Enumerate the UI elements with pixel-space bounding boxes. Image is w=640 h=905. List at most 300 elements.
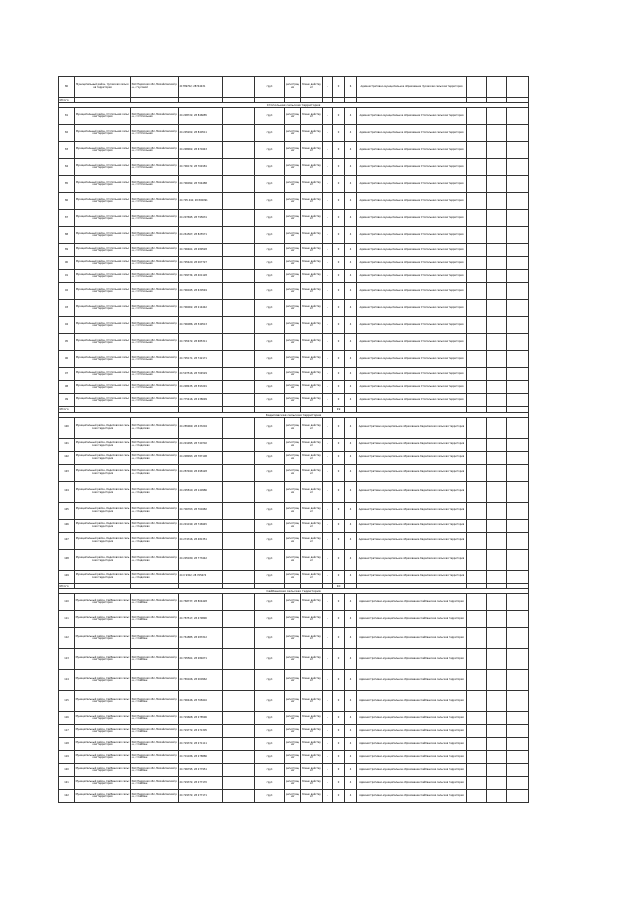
row-blank-1	[223, 464, 255, 481]
table-row	[59, 712, 529, 725]
row-note: Административно-муниципальное образование Стопольная сельская территория	[357, 159, 467, 176]
row-blank-3	[487, 649, 507, 670]
row-blank-3	[487, 351, 507, 368]
row-blank-3	[487, 368, 507, 381]
row-col-b: 0	[333, 210, 345, 227]
row-number: 115	[59, 691, 75, 712]
row-blank-3	[487, 283, 507, 300]
row-address: ЗАО Пермская обл, Михайловский р-н, с Сайбаш	[131, 751, 179, 764]
row-license: регистрация	[285, 549, 301, 570]
row-col-c: 4	[345, 142, 357, 159]
row-kind: груп	[255, 738, 285, 751]
row-number: 81	[59, 108, 75, 125]
table-row	[59, 317, 529, 334]
row-blank-2	[467, 257, 487, 270]
row-blank-1	[223, 438, 255, 451]
row-address: ЗАО Пермская обл, Михайловский р-н, с Кадилово	[131, 417, 179, 438]
row-address: ЗАО Пермская обл, Михайловский р-н, с Стопольная	[131, 381, 179, 394]
row-col-c: 4	[345, 125, 357, 142]
row-kind: груп	[255, 159, 285, 176]
row-address: ЗАО Пермская обл, Михайловский р-н, с Стопольная	[131, 270, 179, 283]
row-note: Административно-муниципальное образование Стопольная сельская территория	[357, 227, 467, 244]
row-organization: Муниципальный район, Стопольная сельская территория	[75, 368, 131, 381]
row-note: Административно-муниципальное образование Стопольная сельская территория	[357, 108, 467, 125]
row-state: Бланк действует	[301, 738, 323, 751]
row-number: 89	[59, 244, 75, 257]
row-kind: груп	[255, 108, 285, 125]
row-col-c: 4	[345, 368, 357, 381]
row-number: 85	[59, 176, 75, 193]
row-kind: груп	[255, 244, 285, 257]
row-col-c: 4	[345, 738, 357, 751]
row-state: Бланк действует	[301, 125, 323, 142]
row-kind: груп	[255, 394, 285, 407]
row-blank-1	[223, 649, 255, 670]
row-blank-3	[487, 790, 507, 803]
row-blank-3	[487, 532, 507, 549]
table-row	[59, 438, 529, 451]
table-row	[59, 570, 529, 583]
row-number: 106	[59, 519, 75, 532]
row-blank-1	[223, 611, 255, 628]
row-blank-4	[507, 751, 529, 764]
row-license: регистрация	[285, 691, 301, 712]
row-blank-2	[467, 725, 487, 738]
table-row	[59, 764, 529, 777]
row-number: 121	[59, 777, 75, 790]
row-phone: 24 298435; 28 593291	[179, 381, 223, 394]
row-state: Бланк действует	[301, 317, 323, 334]
row-state: Бланк действует	[301, 764, 323, 777]
row-address: ЗАО Пермская обл, Михайловский р-н, с Стопольная	[131, 244, 179, 257]
row-organization: Муниципальный район, Стопольная сельская территория	[75, 193, 131, 210]
row-kind: груп	[255, 751, 285, 764]
registry-table	[58, 76, 529, 803]
row-address: ЗАО Пермская обл, Михайловский р-н, с Стопольная	[131, 159, 179, 176]
row-kind: груп	[255, 628, 285, 649]
row-note: Административно-муниципальное образование Стопольная сельская территория	[357, 142, 467, 159]
row-blank-1	[223, 176, 255, 193]
row-license: регистрация	[285, 210, 301, 227]
row-number: 119	[59, 751, 75, 764]
row-note: Административно-муниципальное образование Сайбашская сельская территория	[357, 628, 467, 649]
row-kind: груп	[255, 210, 285, 227]
row-phone: 24 795420; 28 007727	[179, 257, 223, 270]
table-row	[59, 193, 529, 210]
row-organization: Муниципальный район, Сайбашская сельская территория	[75, 751, 131, 764]
row-col-c: 4	[345, 570, 357, 583]
row-blank-2	[467, 670, 487, 691]
row-state: Бланк действует	[301, 519, 323, 532]
row-col-c: 4	[345, 417, 357, 438]
row-blank-1	[223, 738, 255, 751]
row-license: регистрация	[285, 611, 301, 628]
row-blank-3	[487, 738, 507, 751]
row-phone: 24 297695; 28 795631	[179, 210, 223, 227]
row-col-a: -	[323, 594, 333, 611]
row-col-b: 0	[333, 176, 345, 193]
row-blank-4	[507, 532, 529, 549]
row-blank-2	[467, 628, 487, 649]
row-address: ЗАО Пермская обл, Михайловский р-н, с Сайбаш	[131, 790, 179, 803]
row-organization: Муниципальный район, Стопольная сельская территория	[75, 394, 131, 407]
row-address: ЗАО Пермская обл, Михайловский р-н, с Стопольная	[131, 108, 179, 125]
row-note: Административно-муниципальное образование Сайбашская сельская территория	[357, 777, 467, 790]
row-blank-1	[223, 751, 255, 764]
row-blank-2	[467, 334, 487, 351]
row-number: 88	[59, 227, 75, 244]
row-blank-3	[487, 481, 507, 502]
row-phone: 24 295180; 28 773442	[179, 549, 223, 570]
row-address: ЗАО Пермская обл, Михайловский р-н, с Кадилово	[131, 502, 179, 519]
row-blank-3	[487, 176, 507, 193]
row-address: ЗАО Пермская обл, Михайловский р-н, с Кадилово	[131, 519, 179, 532]
table-row	[59, 334, 529, 351]
row-blank-4	[507, 210, 529, 227]
row-col-b: 0	[333, 712, 345, 725]
row-address: ЗАО Пермская обл, Михайловский р-н, с Кадилово	[131, 570, 179, 583]
row-blank-2	[467, 790, 487, 803]
row-number: 109	[59, 570, 75, 583]
row-organization: Муниципальный район, Кадиловская сельская территория	[75, 519, 131, 532]
row-phone: 24 761885; 28 283312	[179, 628, 223, 649]
table-row	[59, 159, 529, 176]
row-note: Административно-муниципальное образование Сайбашская сельская территория	[357, 764, 467, 777]
row-note: Административно-муниципальное образование Стопольная сельская территория	[357, 176, 467, 193]
row-blank-2	[467, 481, 487, 502]
row-col-b: 0	[333, 244, 345, 257]
registry-table-body	[59, 77, 529, 803]
row-blank-1	[223, 790, 255, 803]
row-blank-4	[507, 628, 529, 649]
row-col-c: 4	[345, 751, 357, 764]
row-state: Бланк действует	[301, 351, 323, 368]
table-row	[59, 300, 529, 317]
table-row	[59, 725, 529, 738]
row-blank-3	[487, 257, 507, 270]
row-address: ЗАО Пермская обл, Михайловский р-н, с Сайбаш	[131, 777, 179, 790]
row-license: регистрация	[285, 257, 301, 270]
row-blank-1	[223, 270, 255, 283]
row-address: ЗАО Пермская обл, Михайловский р-н, с Стопольная	[131, 351, 179, 368]
row-blank-4	[507, 351, 529, 368]
row-blank-4	[507, 244, 529, 257]
row-blank-4	[507, 77, 529, 98]
row-col-c: 4	[345, 670, 357, 691]
row-blank-2	[467, 283, 487, 300]
row-state: Бланк действует	[301, 283, 323, 300]
row-number: 116	[59, 712, 75, 725]
row-blank-2	[467, 317, 487, 334]
row-col-c: 6	[345, 77, 357, 98]
row-note: Административно-муниципальное образование Сайбашская сельская территория	[357, 611, 467, 628]
table-row	[59, 502, 529, 519]
row-col-c: 4	[345, 594, 357, 611]
row-phone: 24 287940; 28 498128	[179, 464, 223, 481]
row-phone: 24 796461; 28 289528	[179, 244, 223, 257]
row-col-a: -	[323, 417, 333, 438]
row-col-b: 0	[333, 725, 345, 738]
row-col-c: 4	[345, 227, 357, 244]
row-blank-1	[223, 628, 255, 649]
row-address: ЗАО Пермская обл, Михайловский р-н, с Сайбаш	[131, 764, 179, 777]
row-note: Административно-муниципальное образование Кадиловская сельская территория	[357, 481, 467, 502]
row-col-a: -	[323, 125, 333, 142]
row-blank-3	[487, 691, 507, 712]
row-phone: 24 796002; 28 214442	[179, 300, 223, 317]
row-organization: Муниципальный район, Стопольная сельская территория	[75, 125, 131, 142]
row-state: Бланк действует	[301, 438, 323, 451]
row-col-b: 0	[333, 451, 345, 464]
row-organization: Муниципальный район, Сайбашская сельская территория	[75, 594, 131, 611]
row-col-b: 0	[333, 649, 345, 670]
row-state: Бланк действует	[301, 712, 323, 725]
row-col-b: 0	[333, 628, 345, 649]
table-row	[59, 519, 529, 532]
table-row	[59, 108, 529, 125]
row-state: Бланк действует	[301, 210, 323, 227]
row-col-b: 0	[333, 691, 345, 712]
row-organization: Муниципальный район, Сайбашская сельская территория	[75, 764, 131, 777]
row-license: регистрация	[285, 317, 301, 334]
row-number: 86	[59, 193, 75, 210]
row-phone: 24 291199; 28 746945	[179, 519, 223, 532]
table-row	[59, 691, 529, 712]
row-col-b: 0	[333, 438, 345, 451]
row-state: Бланк действует	[301, 334, 323, 351]
row-blank-4	[507, 464, 529, 481]
row-col-c: 4	[345, 159, 357, 176]
row-note: Административно-муниципальное образование Стопольная сельская территория	[357, 334, 467, 351]
row-kind: груп	[255, 381, 285, 394]
row-phone: 24 799734; 28 401128	[179, 270, 223, 283]
row-organization: Муниципальный район, Сайбашская сельская территория	[75, 611, 131, 628]
row-number: 87	[59, 210, 75, 227]
row-blank-1	[223, 142, 255, 159]
row-col-c: 4	[345, 210, 357, 227]
row-col-a: -	[323, 464, 333, 481]
row-blank-2	[467, 751, 487, 764]
row-blank-1	[223, 159, 255, 176]
row-blank-4	[507, 594, 529, 611]
row-address: ЗАО Пермская обл, Михайловский р-н, с Кадилово	[131, 464, 179, 481]
row-blank-3	[487, 317, 507, 334]
row-blank-1	[223, 670, 255, 691]
row-col-c: 4	[345, 283, 357, 300]
row-blank-4	[507, 300, 529, 317]
row-address: ЗАО Пермская обл, Михайловский р-н, с Кадилово	[131, 532, 179, 549]
row-blank-4	[507, 611, 529, 628]
row-state: Бланк действует	[301, 777, 323, 790]
row-blank-2	[467, 712, 487, 725]
row-blank-1	[223, 549, 255, 570]
row-license: регистрация	[285, 777, 301, 790]
row-blank-4	[507, 738, 529, 751]
row-organization: Муниципальный район, Стопольная сельская территория	[75, 108, 131, 125]
row-blank-2	[467, 394, 487, 407]
row-kind: груп	[255, 519, 285, 532]
row-license: регистрация	[285, 751, 301, 764]
row-note: Административно-муниципальное образование Сайбашская сельская территория	[357, 649, 467, 670]
row-col-a: -	[323, 351, 333, 368]
row-blank-4	[507, 764, 529, 777]
row-blank-1	[223, 108, 255, 125]
row-blank-4	[507, 417, 529, 438]
row-blank-4	[507, 317, 529, 334]
row-blank-1	[223, 351, 255, 368]
table-row	[59, 227, 529, 244]
row-kind: груп	[255, 790, 285, 803]
row-address: ЗАО Пермская обл, Михайловский р-н, с Сайбаш	[131, 670, 179, 691]
row-organization: Муниципальный район, Сайбашская сельская территория	[75, 670, 131, 691]
row-state: Бланк действует	[301, 649, 323, 670]
row-blank-2	[467, 764, 487, 777]
row-col-c: 4	[345, 108, 357, 125]
row-note: Административно-муниципальное образование Стопольная сельская территория	[357, 270, 467, 283]
row-blank-2	[467, 108, 487, 125]
row-state: Бланк действует	[301, 77, 323, 98]
row-col-b: 0	[333, 464, 345, 481]
row-address: ЗАО Пермская обл, Михайловский р-н, с Стопольная	[131, 368, 179, 381]
row-organization: Муниципальный район, Стопольная сельская территория	[75, 351, 131, 368]
row-blank-2	[467, 417, 487, 438]
row-organization: Муниципальный район, Стопольная сельская территория	[75, 270, 131, 283]
row-license: регистрация	[285, 227, 301, 244]
row-number: 117	[59, 725, 75, 738]
row-kind: груп	[255, 334, 285, 351]
row-note: Административно-муниципальное образование Стопольная сельская территория	[357, 381, 467, 394]
table-row	[59, 611, 529, 628]
row-col-a: -	[323, 368, 333, 381]
row-blank-4	[507, 502, 529, 519]
row-note: Административно-муниципальное образование Стопольная сельская территория	[357, 210, 467, 227]
table-row	[59, 738, 529, 751]
row-address: ЗАО Пермская обл, Михайловский р-н, с Стопольная	[131, 125, 179, 142]
row-kind: груп	[255, 125, 285, 142]
row-col-b: 0	[333, 394, 345, 407]
row-phone: 24 298902; 28 670443	[179, 142, 223, 159]
row-address: ЗАО Пермская обл, Михайловский р-н, с Кадилово	[131, 549, 179, 570]
row-col-a: -	[323, 334, 333, 351]
row-kind: груп	[255, 368, 285, 381]
row-col-a: -	[323, 790, 333, 803]
row-kind: груп	[255, 649, 285, 670]
row-col-a: -	[323, 159, 333, 176]
row-state: Бланк действует	[301, 751, 323, 764]
row-blank-4	[507, 570, 529, 583]
row-blank-3	[487, 159, 507, 176]
row-license: регистрация	[285, 481, 301, 502]
row-col-c: 4	[345, 464, 357, 481]
row-organization: Муниципальный район, Кадиловская сельская территория	[75, 549, 131, 570]
row-blank-3	[487, 628, 507, 649]
row-col-c: 4	[345, 394, 357, 407]
row-address: ЗАО Пермская обл, Михайловский р-н, с Стопольная	[131, 176, 179, 193]
row-number: 107	[59, 532, 75, 549]
table-row	[59, 351, 529, 368]
row-col-a: -	[323, 193, 333, 210]
row-phone: 24 796795; 28 277951	[179, 764, 223, 777]
row-blank-2	[467, 570, 487, 583]
row-col-c: 4	[345, 270, 357, 283]
row-blank-4	[507, 381, 529, 394]
row-col-b: 0	[333, 77, 345, 98]
row-phone: 24 295202; 28 840511	[179, 125, 223, 142]
row-state: Бланк действует	[301, 176, 323, 193]
row-organization: Муниципальный район, Стопольная сельская территория	[75, 176, 131, 193]
row-note: Административно-муниципальное образование Сайбашская сельская территория	[357, 691, 467, 712]
row-license: регистрация	[285, 594, 301, 611]
row-note: Административно-муниципальное образование Кадиловская сельская территория	[357, 549, 467, 570]
row-col-b: 0	[333, 751, 345, 764]
row-blank-1	[223, 594, 255, 611]
row-state: Бланк действует	[301, 142, 323, 159]
row-blank-4	[507, 227, 529, 244]
row-col-b: 0	[333, 417, 345, 438]
row-col-c: 4	[345, 438, 357, 451]
row-blank-4	[507, 108, 529, 125]
table-row	[59, 368, 529, 381]
row-note: Административно-муниципальное образование Стопольная сельская территория	[357, 125, 467, 142]
row-blank-2	[467, 649, 487, 670]
row-number: 101	[59, 438, 75, 451]
row-kind: груп	[255, 193, 285, 210]
row-blank-4	[507, 159, 529, 176]
row-organization: Муниципальный район, Стопольная сельская территория	[75, 381, 131, 394]
row-number: 92	[59, 283, 75, 300]
row-kind: груп	[255, 270, 285, 283]
row-note: Административно-муниципальное образование Сайбашская сельская территория	[357, 670, 467, 691]
row-phone: 24 795472; 28 685311	[179, 334, 223, 351]
table-row	[59, 464, 529, 481]
row-organization: Муниципальный район, Кадиловская сельская территория	[75, 532, 131, 549]
row-license: регистрация	[285, 451, 301, 464]
row-col-b: 0	[333, 481, 345, 502]
row-phone: 24 729668; 28 278596	[179, 712, 223, 725]
row-col-a: -	[323, 108, 333, 125]
row-col-a: -	[323, 283, 333, 300]
row-license: регистрация	[285, 502, 301, 519]
row-note: Административно-муниципальное образование Сайбашская сельская территория	[357, 751, 467, 764]
row-blank-1	[223, 519, 255, 532]
row-blank-3	[487, 712, 507, 725]
row-blank-4	[507, 125, 529, 142]
row-blank-4	[507, 368, 529, 381]
row-organization: Муниципальный район, Стопольная сельская территория	[75, 159, 131, 176]
row-col-a: -	[323, 142, 333, 159]
row-blank-2	[467, 77, 487, 98]
row-kind: груп	[255, 777, 285, 790]
row-note: Административно-муниципальное образование Стопольная сельская территория	[357, 394, 467, 407]
row-organization: Муниципальный район, Кадиловская сельская территория	[75, 417, 131, 438]
row-col-b: 0	[333, 283, 345, 300]
row-blank-1	[223, 368, 255, 381]
table-row	[59, 790, 529, 803]
row-address: ЗАО Пермская обл, Михайловский р-н, с Стопольная	[131, 300, 179, 317]
row-blank-1	[223, 777, 255, 790]
row-kind: груп	[255, 532, 285, 549]
row-license: регистрация	[285, 351, 301, 368]
row-state: Бланк действует	[301, 270, 323, 283]
row-blank-1	[223, 712, 255, 725]
row-blank-4	[507, 549, 529, 570]
row-phone: 21789702; 28744431	[179, 77, 223, 98]
row-kind: груп	[255, 451, 285, 464]
row-blank-1	[223, 317, 255, 334]
row-state: Бланк действует	[301, 790, 323, 803]
row-phone: 24 597516; 28 764529	[179, 368, 223, 381]
row-col-b: 0	[333, 502, 345, 519]
